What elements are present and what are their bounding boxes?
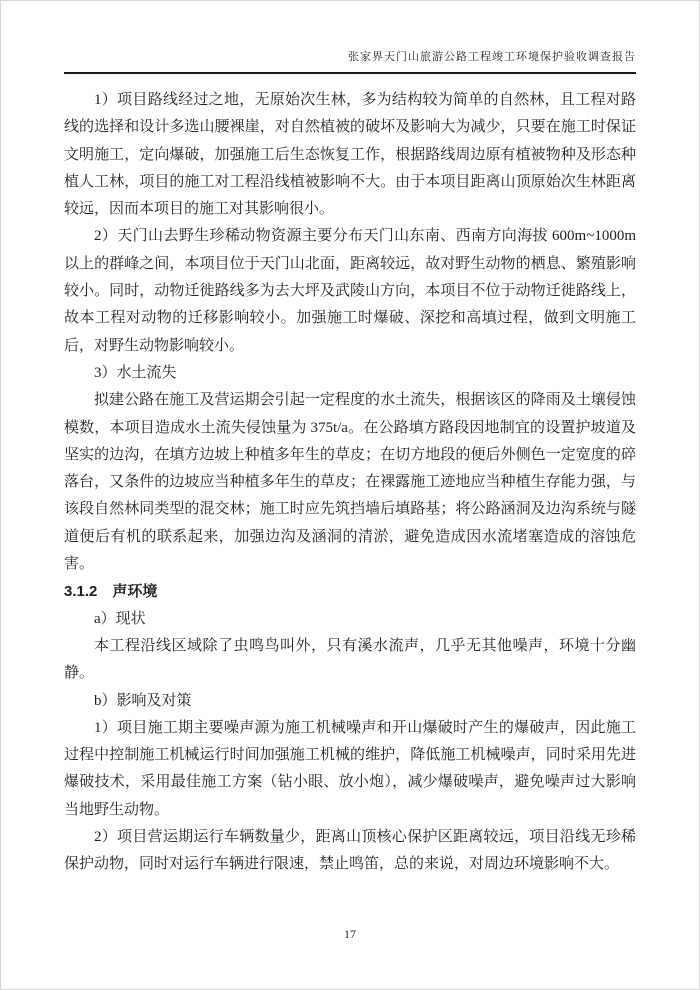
document-body (64, 87, 636, 879)
paragraph-plant-impact: 1）项目路线经过之地，无原始次生林，多为结构较为简单的自然林，且工程对路线的选择和设计多选山腰裸崖，对自然植被的破坏及影响大为减少，只要在施工时保证文明施工，定向爆破，加强施工后生态恢复工作，根据路线周边原有植被物种及形态种植人工林，项目的施工对工程沿线植被影响不大。由于本项目距离山顶原始次生林距离较远，因而本项目的施工对其影响很小。 (64, 92, 636, 218)
paragraph-soil-erosion-detail: 拟建公路在施工及营运期会引起一定程度的水土流失，根据该区的降雨及土壤侵蚀模数，本项目造成水土流失侵蚀量为 375t/a。在公路填方路段因地制宜的设置护坡道及坚实的边沟，在填方边坡上种植多年生的草皮；在切方地段的便后外侧色一定宽度的碎落台，又条件的边坡应当种植多年生的草皮；在裸露施工迹地应当种植生存能力强，与该段自然林同类型的混交林；施工时应先筑挡墙后填路基；将公路涵洞及边沟系统与隧道便后有机的联系起来，加强边沟及涵洞的清淤，避免造成因水流堵塞造成的溶蚀危害。 (64, 392, 636, 573)
paragraph-status-label: a）现状 (94, 610, 146, 627)
paragraph-countermeasures-label: b）影响及对策 (94, 692, 192, 709)
page-number: 17 (344, 927, 356, 941)
paragraph-operation-noise: 2）项目营运期运行车辆数量少，距离山顶核心保护区距离较远，项目沿线无珍稀保护动物，同时对运行车辆进行限速，禁止鸣笛，总的来说，对周边环境影响不大。 (64, 829, 636, 873)
section-heading-acoustic-environment: 3.1.2 声环境 (64, 583, 158, 601)
header-rule (64, 72, 636, 74)
running-header: 张家界天门山旅游公路工程竣工环境保护验收调查报告 (348, 51, 636, 63)
paragraph-soil-erosion-title: 3）水土流失 (94, 364, 177, 381)
paragraph-construction-noise: 1）项目施工期主要噪声源为施工机械噪声和开山爆破时产生的爆破声，因此施工过程中控制施工机械运行时间加强施工机械的维护，降低施工机械噪声，同时采用先进爆破技术，采用最佳施工方案（钻小眼、放小炮），减少爆破噪声，避免噪声过大影响当地野生动物。 (64, 719, 636, 818)
paragraph-wildlife-impact: 2）天门山去野生珍稀动物资源主要分布天门山东南、西南方向海拔 600m~1000m以上的群峰之间，本项目位于天门山北面，距离较远，故对野生动物的栖息、繁殖影响较小。同时，动物迁徙路线多为去大坪及武陵山方向，本项目不位于动物迁徙路线上，故本工程对动物的迁移影响较小。加强施工时爆破、深挖和高填过程，做到文明施工后，对野生动物影响较小。 (64, 228, 636, 354)
paragraph-status-detail: 本工程沿线区域除了虫鸣鸟叫外，只有溪水流声，几乎无其他噪声，环境十分幽静。 (64, 637, 636, 682)
